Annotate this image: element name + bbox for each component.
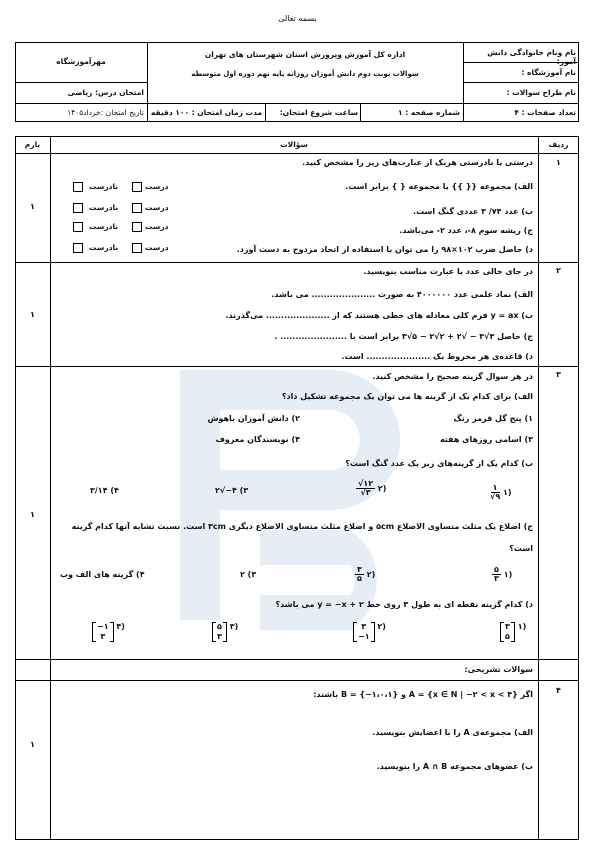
q3-a: الف) برای کدام یک از گزینه ها می توان یک مجموعه تشکیل داد؟ [281, 392, 533, 401]
q2-a: الف) نماد علمی عدد ۴۰۰۰۰۰۰ به صورت ..................... می باشد. [271, 290, 533, 299]
true-label: درست [145, 222, 169, 231]
exam-duration: مدت زمان امتحان : ۱۰۰ دقیقه [150, 108, 263, 117]
q3-score: ۱ [30, 510, 35, 519]
q3-b: ب) کدام یک از گزینه‌های زیر یک عدد گنگ است؟ [345, 459, 533, 468]
true-label: درست [145, 182, 169, 191]
start-time-label: ساعت شروع امتحان: [279, 108, 358, 117]
q1-c-true-checkbox[interactable] [132, 222, 142, 232]
q1-number: ۱ [556, 158, 561, 167]
true-label: درست [145, 203, 169, 212]
q3-b-option-1[interactable]: $\frac{۱}{√۹}$ ۱) [490, 483, 512, 501]
false-label: نادرست [89, 203, 119, 212]
designer-label: نام طراح سوالات : [506, 88, 576, 97]
q1-d: د) حاصل ضرب ۱۰۲×۹۸ را می توان با استفاده از اتحاد مزدوج به دست آورد. [236, 245, 533, 254]
exam-date: تاریخ امتحان :خرداد۱۴۰۵ [67, 108, 144, 117]
q2-c: ج) حاصل ۳√۳ − √۲ + ۲√۲ − ۵√۳ برابر است با ...................... . [274, 332, 533, 341]
col-questions-header: سؤالات [280, 140, 308, 149]
q3-d-option-2[interactable]: ۳ −۱ ۲) [353, 622, 386, 642]
q4-b: ب) عضوهای مجموعه A ∩ B را بنویسید. [376, 762, 533, 771]
q3-d-option-1[interactable]: ۳ ۵ ۱) [500, 622, 526, 642]
q2-number: ۲ [556, 266, 561, 275]
true-label: درست [145, 243, 169, 252]
q2-score: ۱ [30, 310, 35, 319]
q2-title: در جای خالی عدد یا عبارت مناسب بنویسید. [363, 267, 533, 276]
basmala: بسمه تعالی [278, 14, 317, 23]
q1-d-false-checkbox[interactable] [73, 243, 83, 253]
q4-score: ۱ [30, 740, 35, 749]
q3-c-option-2[interactable]: $\frac{۳}{۵}$ ۲) [357, 565, 376, 583]
q3-a-option-4[interactable]: ۴) نویسندگان معروف [215, 435, 300, 444]
pages-count: تعداد صفحات : ۴ [514, 108, 576, 117]
q3-c-option-4[interactable]: ۴) گزینه های الف وب [60, 570, 145, 579]
page-number: شماره صفحه : ۱ [398, 108, 460, 117]
q3-b-option-4[interactable]: ۴) ۳/۱۴ [90, 486, 119, 495]
school-label: نام آموزشگاه : [521, 68, 576, 77]
q4-number: ۴ [556, 686, 561, 695]
q1-b-false-checkbox[interactable] [73, 203, 83, 213]
q1-b-true-checkbox[interactable] [132, 203, 142, 213]
org-line: اداره کل آموزش وپرورش استان شهرستان های تهران [204, 50, 406, 59]
student-name-label: نام ونام خانوادگی دانش آموز: [487, 48, 576, 66]
q1-title: درستی یا نادرستی هریک از عبارت‌های زیر را مشخص کنید. [302, 158, 533, 167]
q4-title: اگر A = {x ∈ N | −۲ < x < ۴} و B = {−۱،۰،۱} باشند: [313, 690, 533, 699]
q3-c-option-1[interactable]: $\frac{۵}{۳}$ ۱) [494, 565, 513, 583]
q2-d: د) قاعده‌ی هر مخروط یک ..................... است. [341, 352, 533, 361]
q1-d-true-checkbox[interactable] [132, 243, 142, 253]
q3-b-option-3[interactable]: ۳) ۴−√۲ [215, 486, 249, 495]
q1-b: ب) عدد ۷۴/ ۳ عددی گنگ است. [413, 207, 533, 216]
q3-d-option-3[interactable]: ۵ ۳ ۳) [212, 622, 238, 642]
school-stamp-label: مهرآموزشگاه [56, 57, 106, 66]
essay-section-title: سوالات تشریحی: [464, 665, 533, 674]
col-score-header: بارم [24, 140, 41, 149]
exam-subject: امتحان درس: ریاضی [67, 88, 144, 97]
q3-title: در هر سوال گزینه صحیح را مشخص کنید. [372, 372, 533, 381]
false-label: نادرست [89, 243, 119, 252]
q4-a: الف) مجموعه‌ی A را با اعضایش بنویسید. [372, 728, 533, 737]
false-label: نادرست [89, 222, 119, 231]
q3-b-option-2[interactable]: $\frac{√۱۲}{√۳}$ ۲) [358, 479, 387, 497]
q3-c-option-3[interactable]: ۳) ۲ [240, 570, 257, 579]
q3-d-option-4[interactable]: −۱ ۳ ۴) [92, 622, 125, 642]
col-row-header: ردیف [548, 140, 569, 149]
q3-number: ۳ [556, 370, 561, 379]
q3-a-option-3[interactable]: ۳) اسامی روزهای هفته [439, 435, 533, 444]
q3-a-option-2[interactable]: ۲) دانش آموزان باهوش [207, 414, 300, 423]
q3-d: د) کدام گزینه نقطه ای به طول ۳ روی خط y = −x + ۲ می باشد؟ [275, 600, 533, 609]
q1-score: ۱ [30, 202, 35, 211]
exam-line: سوالات نوبت دوم دانش آموزان روزانه پایه نهم دوره اول متوسطه [191, 70, 419, 78]
q3-a-option-1[interactable]: ۱) پنج گل قرمز رنگ [453, 414, 533, 423]
q1-a-true-checkbox[interactable] [132, 182, 142, 192]
q3-c: ج) اضلاع یک مثلث متساوی الاضلاع ۵cm و اضلاع مثلث متساوی الاضلاع دیگری ۳cm است. نسبت تشابه آنها کدام گزینه است؟ [71, 522, 533, 553]
false-label: نادرست [89, 182, 119, 191]
q1-c: ج) ریشه سوم ۸-، عدد ۲- می‌باشد. [399, 226, 533, 235]
q1-a: الف) مجموعه {{ }} یا مجموعه { } برابر است. [345, 182, 533, 191]
q2-b: ب) y = ax فرم کلی معادله های خطی هستند که از ..................... می‌گذرند. [225, 311, 533, 320]
q1-a-false-checkbox[interactable] [73, 182, 83, 192]
q1-c-false-checkbox[interactable] [73, 222, 83, 232]
